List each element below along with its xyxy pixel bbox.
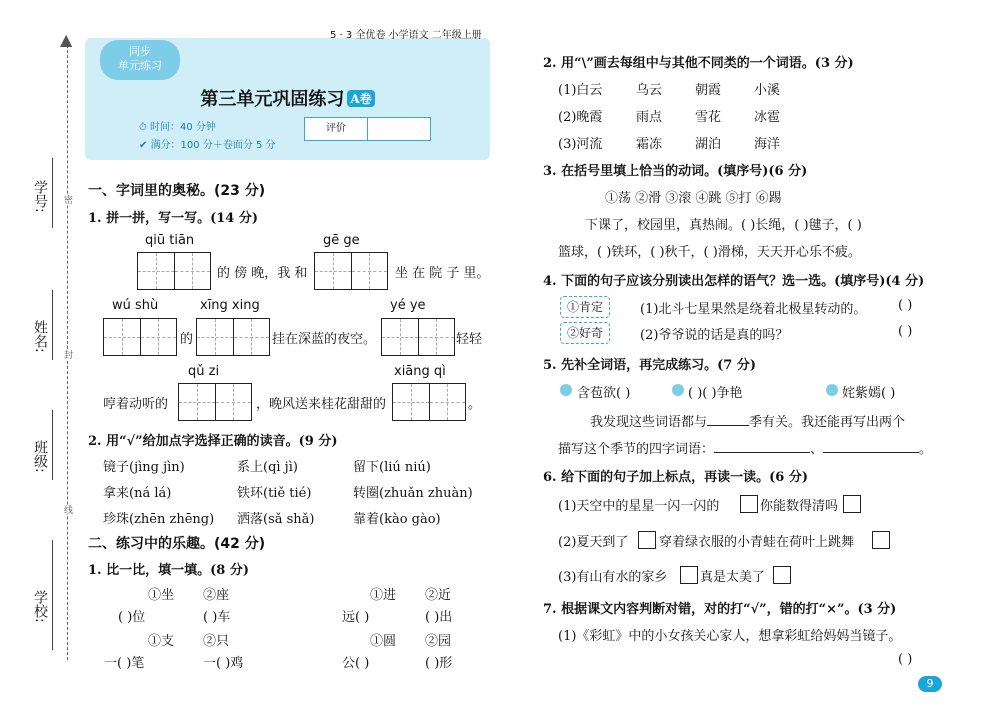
word-item[interactable]: 小溪 <box>754 83 781 98</box>
pinyin-wushu: wú shù <box>112 298 159 313</box>
pinyin-gege: gē ge <box>323 233 360 248</box>
series-info: 5 · 3 全优卷 小学语文 二年级上册 <box>330 30 482 41</box>
school-line <box>52 540 53 650</box>
punct-box[interactable] <box>740 495 758 513</box>
g1-blank2[interactable]: ( )车 <box>203 610 231 625</box>
word-item[interactable]: (2)晚霞 <box>558 110 603 125</box>
q2-title: 2. 用“√”给加点字选择正确的读音。(9 分) <box>88 434 338 449</box>
idiom-1[interactable]: 含苞欲( ) <box>577 386 631 401</box>
word-item[interactable]: 雨点 <box>636 110 663 125</box>
word-item[interactable]: (1)白云 <box>558 83 603 98</box>
idiom-2[interactable]: ( )( )争艳 <box>688 386 743 401</box>
q5-text1: 我发现这些词语都与 季有关。我还能再写出两个 <box>590 415 906 430</box>
s2-q1-title: 1. 比一比，填一填。(8 分) <box>88 563 249 578</box>
writing-box-gege[interactable] <box>314 252 388 290</box>
reading-item[interactable]: 靠着(kào gào) <box>353 512 441 527</box>
punct-box[interactable] <box>843 495 861 513</box>
writing-box-xingxing[interactable] <box>196 318 270 356</box>
q4-sentence2: (2)爷爷说的话是真的吗？ <box>640 328 789 343</box>
school-label: 学校: <box>32 590 48 623</box>
volume-badge: A卷 <box>347 90 374 107</box>
r-q6-title: 6. 给下面的句子加上标点，再读一读。(6 分) <box>543 470 808 485</box>
punct-box[interactable] <box>773 566 791 584</box>
reading-item[interactable]: 洒落(sǎ shǎ) <box>237 512 315 527</box>
g4-blank1[interactable]: 公( ) <box>342 656 370 671</box>
g2-blank2[interactable]: ( )出 <box>425 610 453 625</box>
name-line <box>52 290 53 360</box>
writing-box-wushu[interactable] <box>103 318 177 356</box>
reading-item[interactable]: 转圈(zhuǎn zhuàn) <box>353 486 473 501</box>
reading-item[interactable]: 拿来(ná lá) <box>103 486 172 501</box>
r-q2-title: 2. 用“\”画去每组中与其他不同类的一个词语。(3 分) <box>543 56 854 71</box>
writing-box-yeye[interactable] <box>381 318 455 356</box>
writing-box-qiutian[interactable] <box>137 252 211 290</box>
q3-line2[interactable]: 篮球，( )铁环，( )秋千，( )滑梯，天天开心乐不疲。 <box>558 245 861 260</box>
q1-line3-text2: ，晚风送来桂花甜甜的 <box>256 397 387 412</box>
q7-sentence1: (1)《彩虹》中的小女孩关心家人，想拿彩虹给妈妈当镜子。 <box>558 629 902 644</box>
g3-opt1: ①支 <box>148 634 175 649</box>
tone-option-curious: ②好奇 <box>567 326 604 340</box>
pinyin-yeye: yé ye <box>390 298 426 313</box>
student-id-label: 学号: <box>32 180 48 213</box>
q1-line3-text3: 。 <box>468 397 482 412</box>
score-info: ✔ 满分：100 分＋卷面分 5 分 <box>139 140 276 151</box>
q1-line2-text2: 挂在深蓝的夜空。 <box>272 332 377 347</box>
punct-box[interactable] <box>638 531 656 549</box>
class-line <box>52 410 53 480</box>
pinyin-qiutian: qiū tiān <box>145 233 195 248</box>
q1-line1-text1: 的 傍 晚，我 和 <box>217 266 308 281</box>
class-label: 班级: <box>32 440 48 473</box>
tone-option-affirm: ①肯定 <box>567 300 604 314</box>
word-item[interactable]: 湖泊 <box>695 137 722 152</box>
flower-icon <box>826 384 838 396</box>
g3-blank1[interactable]: 一( )笔 <box>104 656 145 671</box>
pinyin-quzi: qǔ zi <box>188 364 220 379</box>
name-label: 姓名: <box>32 320 48 353</box>
g1-opt1: ①坐 <box>148 588 175 603</box>
reading-item[interactable]: 铁环(tiě tié) <box>237 486 312 501</box>
flower-icon <box>672 384 684 396</box>
q6-s1b: 你能数得清吗 <box>760 499 839 514</box>
word-item[interactable]: 冰雹 <box>754 110 781 125</box>
q6-s2b: 穿着绿衣服的小青蛙在荷叶上跳舞 <box>659 535 855 550</box>
g4-opt2: ②园 <box>425 634 452 649</box>
q6-s2a: (2)夏天到了 <box>558 535 629 550</box>
time-info: ⏱ 时间：40 分钟 <box>139 122 216 133</box>
q4-sentence1: (1)北斗七星果然是绕着北极星转动的。 <box>640 302 867 317</box>
q7-blank1[interactable]: ( ) <box>898 652 913 667</box>
punct-box[interactable] <box>872 531 890 549</box>
page-title: 第三单元巩固练习 A卷 <box>85 85 490 111</box>
sync-badge: 同步 单元练习 <box>100 40 180 80</box>
student-id-line <box>52 158 53 228</box>
idiom-3[interactable]: 姹紫嫣( ) <box>842 386 896 401</box>
pinyin-xingxing: xīng xing <box>200 298 260 313</box>
evaluation-box[interactable]: 评价 <box>304 117 431 141</box>
section1-heading: 一、字词里的奥秘。(23 分) <box>88 183 266 199</box>
section2-heading: 二、练习中的乐趣。(42 分) <box>88 536 266 552</box>
g2-opt1: ①进 <box>370 588 397 603</box>
punct-box[interactable] <box>680 566 698 584</box>
rocket-icon: ▲ <box>60 30 73 49</box>
q6-s1a: (1)天空中的星星一闪一闪的 <box>558 499 720 514</box>
verb-options: ①荡 ②滑 ③滚 ④跳 ⑤打 ⑥踢 <box>605 191 782 206</box>
cut-mark-3: 线 <box>62 505 72 514</box>
word-item[interactable]: (3)河流 <box>558 137 603 152</box>
q3-line1[interactable]: 下课了，校园里，真热闹。( )长绳，( )毽子，( ) <box>585 218 862 233</box>
q1-line2-text1: 的 <box>180 332 194 347</box>
g3-blank2[interactable]: 一( )鸡 <box>203 656 244 671</box>
q1-line3-text1: 哼着动听的 <box>103 397 169 412</box>
page-number: 9 <box>918 676 942 692</box>
r-q5-title: 5. 先补全词语，再完成练习。(7 分) <box>543 358 756 373</box>
g1-blank1[interactable]: ( )位 <box>118 610 146 625</box>
word-item[interactable]: 霜冻 <box>636 137 663 152</box>
reading-item[interactable]: 镜子(jìng jìn) <box>103 460 185 475</box>
q6-s3b: 真是太美了 <box>700 570 766 585</box>
writing-box-xiangqi[interactable] <box>392 383 466 421</box>
q4-blank2[interactable]: ( ) <box>898 324 913 339</box>
g2-blank1[interactable]: 远( ) <box>342 610 370 625</box>
q1-line1-text2: 坐 在 院 子 里。 <box>395 266 490 281</box>
g1-opt2: ②座 <box>203 588 230 603</box>
pinyin-xiangqi: xiāng qì <box>394 364 446 379</box>
reading-item[interactable]: 系上(qì jì) <box>237 460 298 475</box>
word-item[interactable]: 朝霞 <box>695 83 722 98</box>
reading-item[interactable]: 珍珠(zhēn zhēng) <box>103 512 215 527</box>
q4-blank1[interactable]: ( ) <box>898 298 913 313</box>
reading-item[interactable]: 留下(liú niú) <box>353 460 431 475</box>
flower-icon <box>560 384 572 396</box>
q1-line2-text3: 轻轻 <box>456 332 483 347</box>
g2-opt2: ②近 <box>425 588 452 603</box>
r-q7-title: 7. 根据课文内容判断对错，对的打“√”，错的打“×”。(3 分) <box>543 602 897 617</box>
r-q3-title: 3. 在括号里填上恰当的动词。(填序号)(6 分) <box>543 164 808 179</box>
g3-opt2: ②只 <box>203 634 230 649</box>
q1-title: 1. 拼一拼，写一写。(14 分) <box>88 211 259 226</box>
cut-mark-1: 密 <box>62 195 72 204</box>
g4-blank2[interactable]: ( )形 <box>425 656 453 671</box>
word-item[interactable]: 海洋 <box>754 137 781 152</box>
writing-box-quzi[interactable] <box>178 383 252 421</box>
q5-text2[interactable]: 描写这个季节的四字词语： 、 。 <box>558 442 933 457</box>
word-item[interactable]: 雪花 <box>695 110 722 125</box>
r-q4-title: 4. 下面的句子应该分别读出怎样的语气？选一选。(填序号)(4 分) <box>543 274 925 289</box>
word-item[interactable]: 乌云 <box>636 83 663 98</box>
g4-opt1: ①圆 <box>370 634 397 649</box>
q6-s3a: (3)有山有水的家乡 <box>558 570 668 585</box>
cut-mark-2: 封 <box>62 350 72 359</box>
